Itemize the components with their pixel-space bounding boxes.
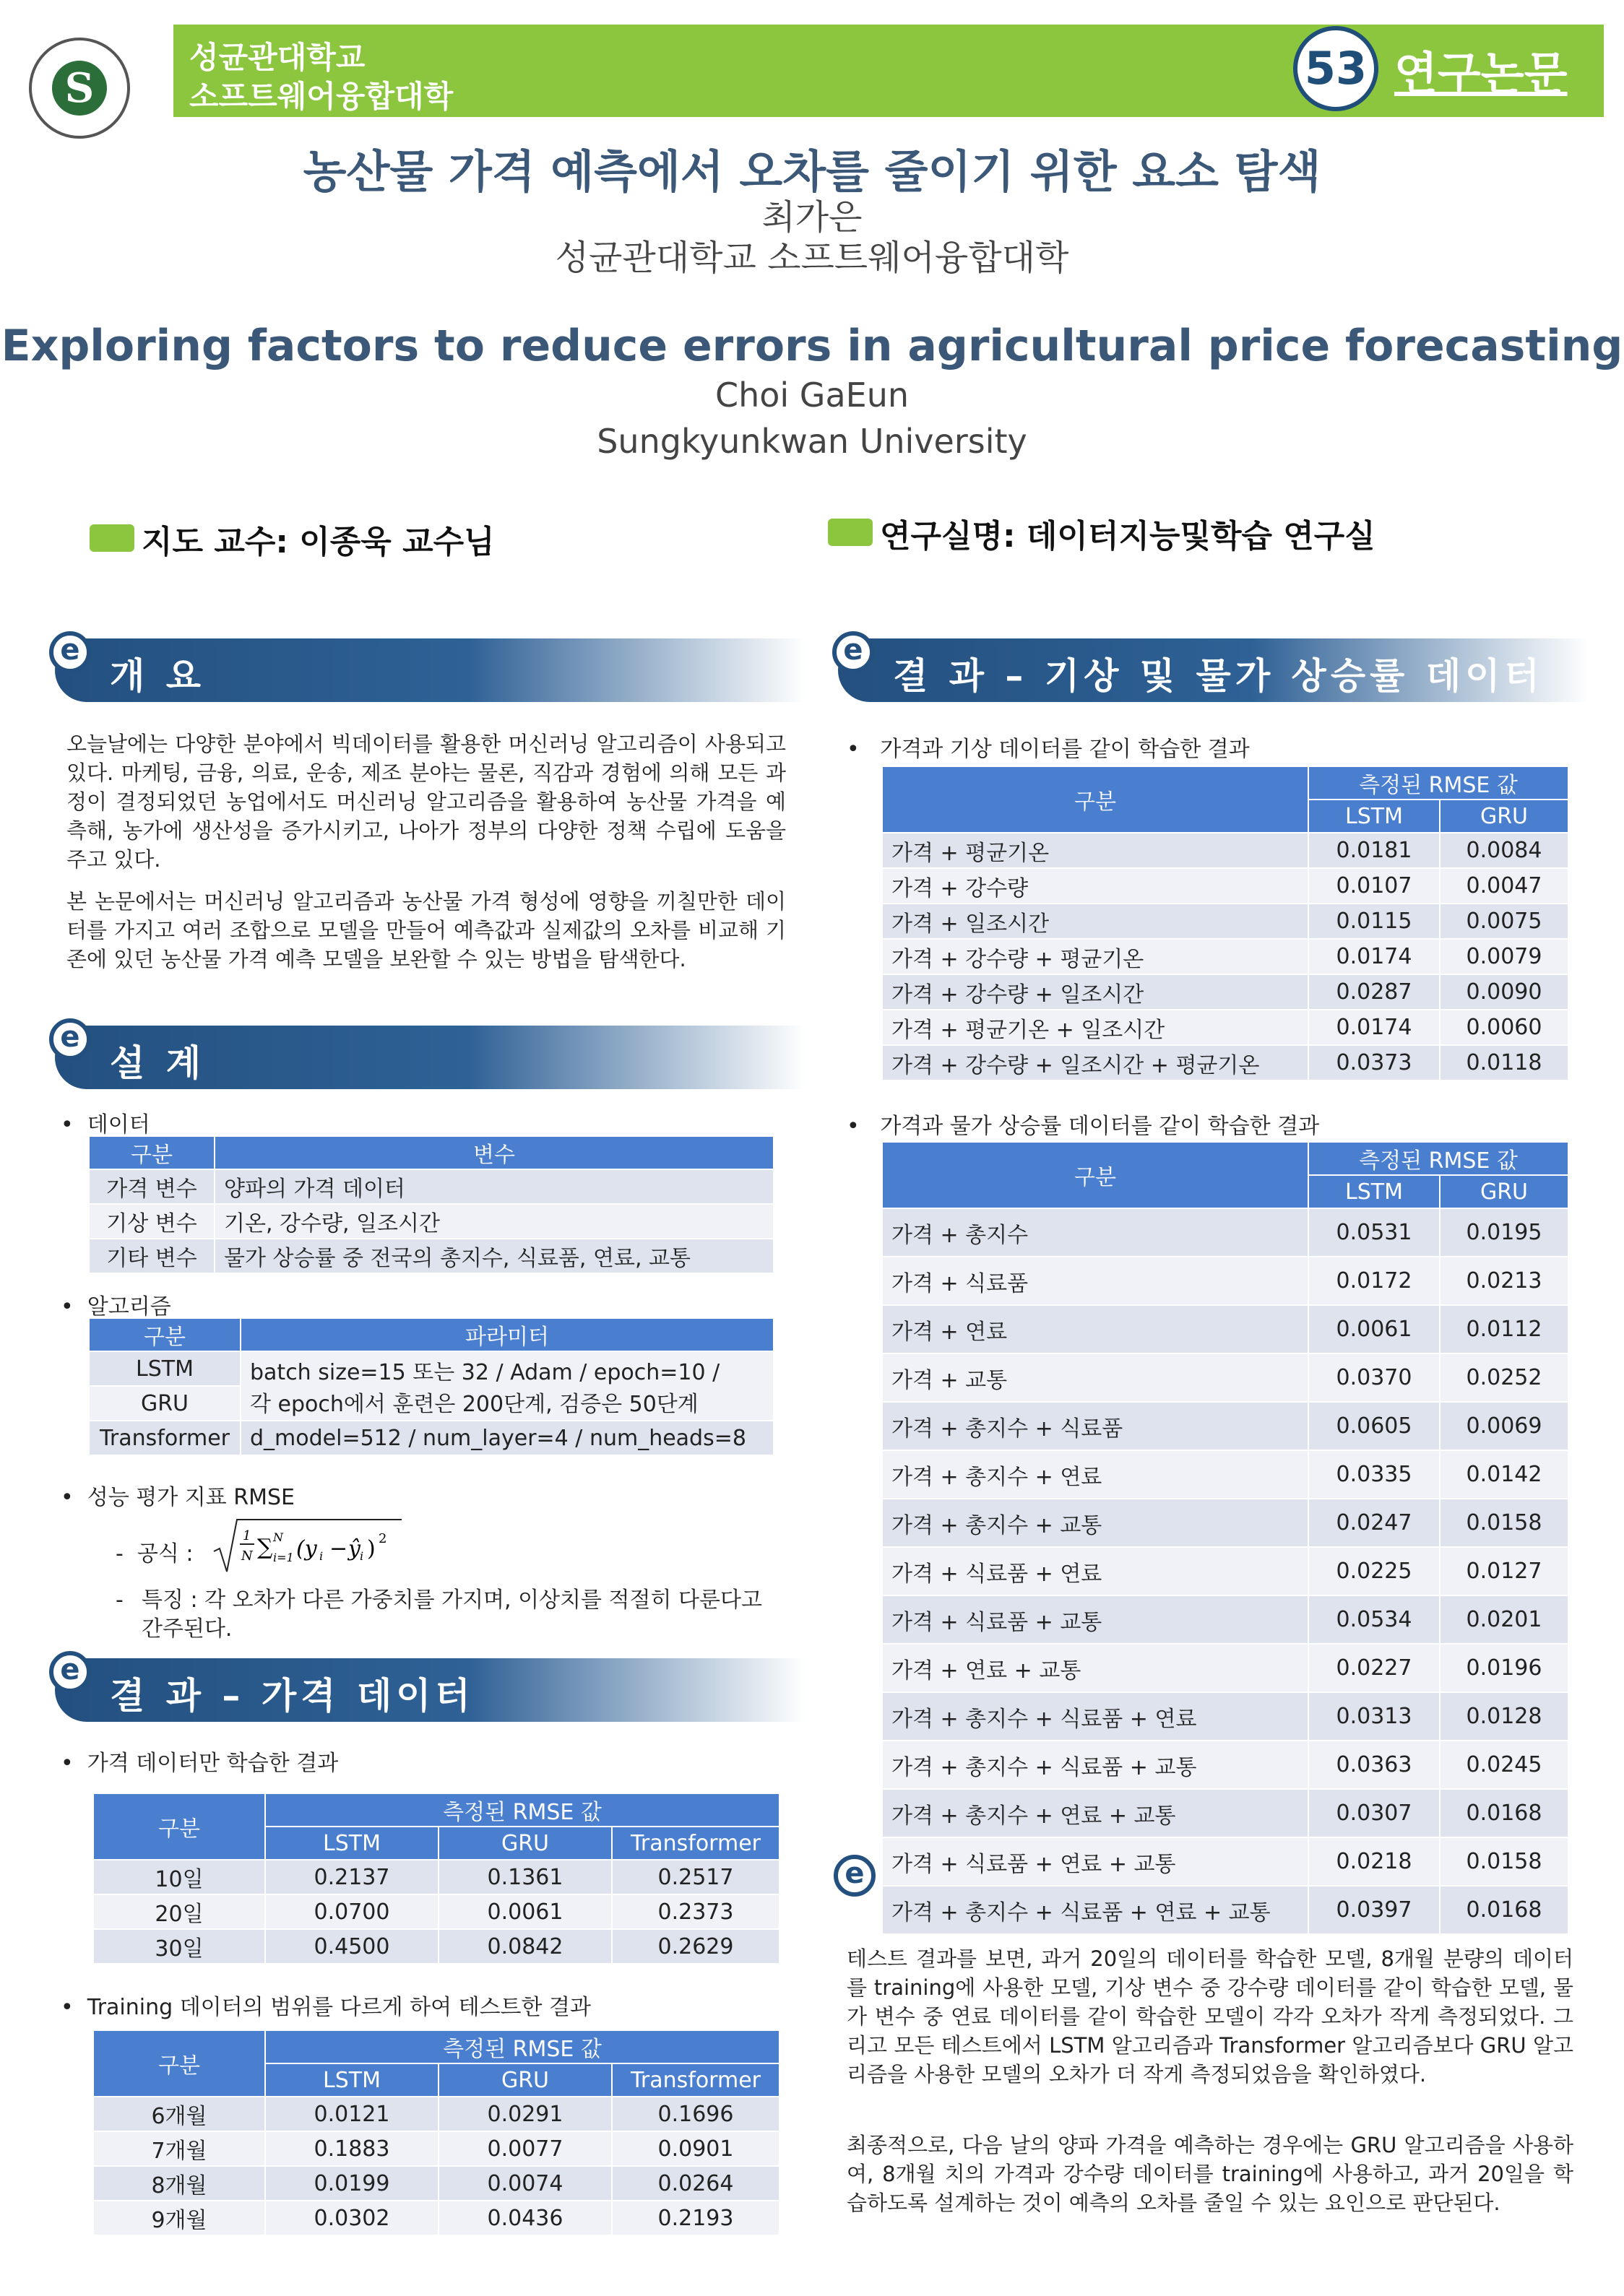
cell: Transformer: [89, 1421, 241, 1455]
table-row: [882, 1257, 1568, 1305]
cell: GRU: [89, 1386, 241, 1421]
cell: 가격 + 식료품 + 연료: [882, 1547, 1308, 1595]
cell: 10일: [93, 1860, 265, 1894]
table-row: [89, 1239, 774, 1273]
table-row: [882, 1644, 1568, 1692]
bullet-text: 가격과 기상 데이터를 같이 학습한 결과: [880, 737, 1250, 762]
cell: 0.0313: [1308, 1692, 1440, 1741]
cell: 9개월: [93, 2201, 265, 2235]
table-row: [882, 1741, 1568, 1789]
advisor: 지도 교수: 이종욱 교수님: [142, 524, 495, 560]
cell: 0.0199: [265, 2166, 439, 2201]
bullet-training-range: • Training 데이터의 범위를 다르게 하여 테스트한 결과: [61, 1995, 592, 2020]
cell: 0.0245: [1440, 1741, 1568, 1789]
cell: 기온, 강수량, 일조시간: [215, 1204, 774, 1239]
cell: 가격 + 일조시간: [882, 904, 1308, 939]
header-cell: 구분: [93, 1793, 265, 1860]
header-cell: 파라미터: [241, 1318, 774, 1351]
header-cell: 측정된 RMSE 값: [265, 1793, 779, 1827]
cell: 0.2137: [265, 1860, 439, 1894]
cell: 가격 + 식료품 + 교통: [882, 1595, 1308, 1644]
svg-text:(y: (y: [296, 1536, 317, 1561]
cell: 30일: [93, 1929, 265, 1964]
feature-line: - 특징 : 각 오차가 다른 가중치를 가지며, 이상치를 적절히 다룬다고 간주된다.: [116, 1586, 780, 1644]
cell: 0.0168: [1440, 1789, 1568, 1837]
table-row: [882, 1045, 1568, 1080]
cell: 0.0335: [1308, 1450, 1440, 1499]
table-row: [882, 1499, 1568, 1547]
cell: 0.1696: [612, 2097, 779, 2131]
bullet-weather: • 가격과 기상 데이터를 같이 학습한 결과: [847, 737, 1250, 762]
section-result-price: [55, 1653, 806, 1722]
bullet-inflation: • 가격과 물가 상승률 데이터를 같이 학습한 결과: [847, 1114, 1320, 1139]
cell: 0.0195: [1440, 1208, 1568, 1257]
section-title: 결 과 – 기상 및 물가 상승률 데이터: [893, 655, 1544, 697]
cell: 가격 + 총지수 + 식료품: [882, 1402, 1308, 1450]
cell: 0.0252: [1440, 1353, 1568, 1402]
header-cell: 변수: [215, 1136, 774, 1169]
cell: 가격 + 총지수: [882, 1208, 1308, 1257]
table-row: [882, 1789, 1568, 1837]
cell: 가격 + 식료품 + 연료 + 교통: [882, 1837, 1308, 1886]
header-cell: 구분: [89, 1136, 215, 1169]
section-result-weather: [838, 633, 1589, 702]
cell: 기타 변수: [89, 1239, 215, 1273]
cell: 0.0168: [1440, 1886, 1568, 1934]
header-cell: 측정된 RMSE 값: [1308, 766, 1568, 800]
university-name: 성균관대학교: [189, 40, 366, 75]
table-row: [882, 1692, 1568, 1741]
section-mark-icon: e: [49, 1018, 91, 1060]
cell: 가격 + 강수량 + 평균기온: [882, 939, 1308, 974]
table-row: [882, 1886, 1568, 1934]
cell: 0.0061: [439, 1894, 612, 1929]
title-korean: 농산물 가격 예측에서 오차를 줄이기 위한 요소 탐색: [303, 145, 1321, 198]
cell: 0.0084: [1440, 833, 1568, 868]
cell: 가격 + 강수량 + 일조시간: [882, 974, 1308, 1010]
cell: 가격 + 총지수 + 식료품 + 연료: [882, 1692, 1308, 1741]
table-row: [882, 1010, 1568, 1045]
cell: 0.0174: [1308, 1010, 1440, 1045]
bullet-text: 가격 데이터만 학습한 결과: [87, 1751, 339, 1776]
cell: 0.2629: [612, 1929, 779, 1964]
header-cell: 구분: [89, 1318, 241, 1351]
overview-paragraph-1: 오늘날에는 다양한 분야에서 빅데이터를 활용한 머신러닝 알고리즘이 사용되고 있다. 마케팅, 금융, 의료, 운송, 제조 분야는 물론, 직감과 경험에 의해 모든 과정이 결정되었던 농업에서도 머신러닝 알고리즘을 활용하여 농산물 가격을 예측해, 농가에 생산성을 증가시키고, 나아가 정부의 다양한 정책 수립에 도움을 주고 있다.: [66, 732, 786, 872]
bullet-text: 가격과 물가 상승률 데이터를 같이 학습한 결과: [880, 1114, 1320, 1139]
svg-text:N: N: [241, 1548, 253, 1564]
section-design: [55, 1021, 806, 1089]
cell: 0.1361: [439, 1860, 612, 1894]
lab-name: 연구실명: 데이터지능및학습 연구실: [880, 518, 1375, 555]
cell: 0.2517: [612, 1860, 779, 1894]
cell: 가격 + 총지수 + 교통: [882, 1499, 1308, 1547]
svg-text:ŷ: ŷ: [348, 1536, 360, 1561]
formula-label: 공식 :: [137, 1541, 194, 1567]
table-row: [882, 974, 1568, 1010]
cell: 0.0901: [612, 2131, 779, 2166]
bullet-text: 알고리즘: [87, 1294, 171, 1320]
cell: 0.0118: [1440, 1045, 1568, 1080]
cell: 0.0227: [1308, 1644, 1440, 1692]
feature-text: 특징 : 각 오차가 다른 가중치를 가지며, 이상치를 적절히 다룬다고 간주된다.: [142, 1587, 762, 1642]
svg-text:): ): [367, 1536, 376, 1561]
cell: 0.0264: [612, 2166, 779, 2201]
section-title: 설 계: [110, 1042, 206, 1084]
svg-text:i=1: i=1: [273, 1551, 294, 1564]
section-title: 개 요: [110, 655, 206, 697]
cell: 0.0531: [1308, 1208, 1440, 1257]
cell: 0.0436: [439, 2201, 612, 2235]
cell: 0.0370: [1308, 1353, 1440, 1402]
header-cell: GRU: [439, 2063, 612, 2097]
overview-paragraph-2: 본 논문에서는 머신러닝 알고리즘과 농산물 가격 형성에 영향을 끼칠만한 데이터를 가지고 여러 조합으로 모델을 만들어 예측값과 실제값의 오차를 비교해 기존에 있던 농산물 가격 예측 모델을 보완할 수 있는 방법을 탐색한다.: [66, 889, 786, 971]
cell: LSTM: [89, 1351, 241, 1386]
table-row: [882, 1450, 1568, 1499]
section-title: 결 과 – 가격 데이터: [110, 1675, 475, 1717]
affiliation-english: Sungkyunkwan University: [597, 422, 1027, 461]
cell: 0.0181: [1308, 833, 1440, 868]
table-row: [89, 1204, 774, 1239]
weather-table: [881, 766, 1569, 1081]
table-row: [93, 1860, 779, 1894]
bullet-text: Training 데이터의 범위를 다르게 하여 테스트한 결과: [87, 1995, 592, 2020]
cell: 0.0069: [1440, 1402, 1568, 1450]
title-english: Exploring factors to reduce errors in agricultural price forecasting: [1, 321, 1623, 371]
svg-text:N: N: [273, 1530, 283, 1544]
price-only-table: [92, 1793, 780, 1964]
header-cell: LSTM: [265, 1827, 439, 1860]
table-row: [93, 1929, 779, 1964]
cell: 가격 + 강수량 + 일조시간 + 평균기온: [882, 1045, 1308, 1080]
cell: 0.0247: [1308, 1499, 1440, 1547]
table-row: [89, 1421, 774, 1455]
cell: 0.0397: [1308, 1886, 1440, 1934]
header-cell: GRU: [439, 1827, 612, 1860]
cell: 0.0128: [1440, 1692, 1568, 1741]
algorithm-table: [88, 1317, 774, 1456]
cell: 가격 + 총지수 + 식료품 + 교통: [882, 1741, 1308, 1789]
cell: 20일: [93, 1894, 265, 1929]
cell: 가격 + 총지수 + 식료품 + 연료 + 교통: [882, 1886, 1308, 1934]
table-row: [93, 1894, 779, 1929]
lab-marker: [828, 519, 873, 546]
cell: d_model=512 / num_layer=4 / num_heads=8: [241, 1421, 774, 1455]
cell: 가격 + 강수량: [882, 868, 1308, 904]
table-row: [882, 833, 1568, 868]
inflation-table: [881, 1141, 1569, 1935]
cell: 가격 + 평균기온 + 일조시간: [882, 1010, 1308, 1045]
table-row: [882, 904, 1568, 939]
table-row: [89, 1169, 774, 1204]
cell: 0.0075: [1440, 904, 1568, 939]
header-cell: 측정된 RMSE 값: [1308, 1142, 1568, 1175]
cell: 0.0373: [1308, 1045, 1440, 1080]
cell: 0.0061: [1308, 1305, 1440, 1353]
svg-text:1: 1: [243, 1528, 251, 1543]
cell: [241, 1351, 774, 1421]
cell: 0.0174: [1308, 939, 1440, 974]
header-cell: LSTM: [265, 2063, 439, 2097]
cell: 0.0047: [1440, 868, 1568, 904]
conclusion-paragraph-1: 테스트 결과를 보면, 과거 20일의 데이터를 학습한 모델, 8개월 분량의 데이터를 training에 사용한 모델, 기상 변수 중 강수량 데이터를 같이 학습한 모델, 물가 변수 중 연료 데이터를 같이 학습한 모델이 각각 오차가 작게 측정되었다. 그리고 모든 테스트에서 LSTM 알고리즘과 Transformer 알고리즘보다 GRU 알고리즘을 사용한 모델의 오차가 더 작게 측정되었음을 확인하였다.: [847, 1946, 1573, 2087]
cell: 0.0079: [1440, 939, 1568, 974]
cell: 0.0302: [265, 2201, 439, 2235]
cell: 0.0287: [1308, 974, 1440, 1010]
svg-text:∑: ∑: [257, 1535, 273, 1560]
bullet-data: • 데이터: [61, 1112, 150, 1138]
cell: 0.0107: [1308, 868, 1440, 904]
table-row: [89, 1351, 774, 1386]
cell: 0.0225: [1308, 1547, 1440, 1595]
svg-text:2: 2: [379, 1531, 387, 1546]
table-row: [93, 2201, 779, 2235]
section-mark-icon: e: [49, 631, 91, 673]
conclusion-mark-icon: e: [834, 1855, 876, 1897]
bullet-algorithm: • 알고리즘: [61, 1294, 171, 1320]
header-cell: 구분: [93, 2030, 265, 2097]
cell: 0.0363: [1308, 1741, 1440, 1789]
cell: 기상 변수: [89, 1204, 215, 1239]
cell: 0.0172: [1308, 1257, 1440, 1305]
header-cell: Transformer: [612, 1827, 779, 1860]
table-row: [882, 1837, 1568, 1886]
cell: 0.0090: [1440, 974, 1568, 1010]
cell: 0.0112: [1440, 1305, 1568, 1353]
param-line: 각 epoch에서 훈련은 200단계, 검증은 50단계: [250, 1392, 699, 1417]
author-korean: 최가은: [761, 197, 863, 238]
header-cell: LSTM: [1308, 1175, 1440, 1208]
cell: 가격 + 식료품: [882, 1257, 1308, 1305]
cell: 0.0077: [439, 2131, 612, 2166]
param-line: batch size=15 또는 32 / Adam / epoch=10 /: [250, 1360, 720, 1385]
affiliation-korean: 성균관대학교 소프트웨어융합대학: [555, 238, 1069, 278]
conclusion-paragraph-2: 최종적으로, 다음 날의 양파 가격을 예측하는 경우에는 GRU 알고리즘을 사용하여, 8개월 치의 가격과 강수량 데이터를 training에 사용하고, 과거 20일을 학습하도록 설계하는 것이 예측의 오차를 줄일 수 있는 요인으로 판단된다.: [847, 2133, 1573, 2215]
cell: 0.0218: [1308, 1837, 1440, 1886]
header-cell: 구분: [882, 1142, 1308, 1208]
variables-table: [88, 1135, 774, 1274]
poster-kind: 연구논문: [1394, 47, 1568, 100]
university-logo: S: [29, 38, 130, 139]
cell: 0.0121: [265, 2097, 439, 2131]
header-cell: GRU: [1440, 1175, 1568, 1208]
rmse-formula-icon: [211, 1515, 406, 1576]
cell: 0.0115: [1308, 904, 1440, 939]
cell: 0.2373: [612, 1894, 779, 1929]
header-cell: 측정된 RMSE 값: [265, 2030, 779, 2063]
svg-text:i: i: [360, 1549, 364, 1563]
section-overview: [55, 633, 806, 702]
cell: 가격 + 총지수 + 연료 + 교통: [882, 1789, 1308, 1837]
college-name: 소프트웨어융합대학: [189, 79, 454, 114]
table-row: [882, 1305, 1568, 1353]
cell: 물가 상승률 중 전국의 총지수, 식료품, 연료, 교통: [215, 1239, 774, 1273]
table-row: [882, 939, 1568, 974]
cell: 가격 + 평균기온: [882, 833, 1308, 868]
table-row: [882, 1208, 1568, 1257]
header-cell: LSTM: [1308, 800, 1440, 833]
bullet-text: 성능 평가 지표 RMSE: [87, 1485, 295, 1510]
section-mark-icon: e: [49, 1651, 91, 1693]
cell: 0.0196: [1440, 1644, 1568, 1692]
cell: 0.0060: [1440, 1010, 1568, 1045]
svg-text:i: i: [319, 1549, 324, 1563]
cell: 0.0158: [1440, 1837, 1568, 1886]
cell: 7개월: [93, 2131, 265, 2166]
bullet-price-only: • 가격 데이터만 학습한 결과: [61, 1751, 339, 1776]
header-cell: Transformer: [612, 2063, 779, 2097]
cell: 0.0842: [439, 1929, 612, 1964]
cell: 0.0074: [439, 2166, 612, 2201]
cell: 양파의 가격 데이터: [215, 1169, 774, 1204]
bullet-text: 데이터: [87, 1112, 150, 1138]
section-mark-icon: e: [832, 631, 874, 673]
table-row: [93, 2131, 779, 2166]
cell: 0.0291: [439, 2097, 612, 2131]
cell: 0.0127: [1440, 1547, 1568, 1595]
cell: 0.0700: [265, 1894, 439, 1929]
cell: 가격 + 총지수 + 연료: [882, 1450, 1308, 1499]
cell: 가격 + 연료 + 교통: [882, 1644, 1308, 1692]
cell: 가격 + 교통: [882, 1353, 1308, 1402]
svg-text:−: −: [329, 1536, 348, 1561]
cell: 0.1883: [265, 2131, 439, 2166]
cell: 0.0534: [1308, 1595, 1440, 1644]
cell: 8개월: [93, 2166, 265, 2201]
cell: 가격 + 연료: [882, 1305, 1308, 1353]
table-row: [882, 1402, 1568, 1450]
cell: 0.0605: [1308, 1402, 1440, 1450]
table-row: [882, 1547, 1568, 1595]
bullet-metric: • 성능 평가 지표 RMSE: [61, 1485, 295, 1510]
table-row: [882, 868, 1568, 904]
advisor-marker: [90, 524, 134, 552]
cell: 0.0307: [1308, 1789, 1440, 1837]
cell: 0.2193: [612, 2201, 779, 2235]
cell: 0.0142: [1440, 1450, 1568, 1499]
cell: 0.4500: [265, 1929, 439, 1964]
author-english: Choi GaEun: [714, 376, 910, 415]
table-row: [93, 2097, 779, 2131]
cell: 0.0213: [1440, 1257, 1568, 1305]
cell: 가격 변수: [89, 1169, 215, 1204]
cell: 0.0201: [1440, 1595, 1568, 1644]
cell: 0.0158: [1440, 1499, 1568, 1547]
table-row: [882, 1595, 1568, 1644]
poster-number: 53: [1293, 26, 1378, 111]
table-row: [882, 1353, 1568, 1402]
table-row: [93, 2166, 779, 2201]
header-cell: 구분: [882, 766, 1308, 833]
formula-line: - 공식 :: [116, 1541, 194, 1567]
training-range-table: [92, 2029, 780, 2236]
cell: 6개월: [93, 2097, 265, 2131]
header-cell: GRU: [1440, 800, 1568, 833]
